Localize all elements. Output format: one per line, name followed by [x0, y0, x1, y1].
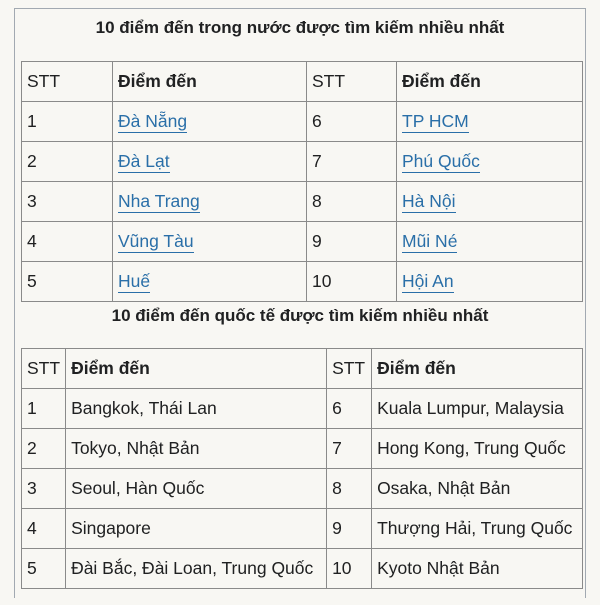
- stt-cell: 8: [327, 469, 372, 509]
- destination-link[interactable]: Mũi Né: [402, 231, 458, 251]
- stt-cell: 7: [307, 142, 397, 182]
- destination-cell: [113, 262, 307, 302]
- destination-link[interactable]: Vũng Tàu: [118, 231, 194, 251]
- destination-cell: Đài Bắc, Đài Loan, Trung Quốc: [66, 549, 327, 589]
- header-stt: STT: [22, 62, 113, 102]
- stt-cell: 4: [22, 222, 113, 262]
- destination-cell: Bangkok, Thái Lan: [66, 389, 327, 429]
- destination-cell: [397, 262, 583, 302]
- header-destination: Điểm đến: [372, 349, 583, 389]
- table-header: [22, 349, 583, 389]
- destination-cell: Tokyo, Nhật Bản: [66, 429, 327, 469]
- destination-cell: [113, 102, 307, 142]
- stt-cell: 6: [327, 389, 372, 429]
- destination-cell: [397, 222, 583, 262]
- stt-cell: 4: [22, 509, 66, 549]
- stt-cell: 5: [22, 262, 113, 302]
- stt-cell: 6: [307, 102, 397, 142]
- destination-cell: Hong Kong, Trung Quốc: [372, 429, 583, 469]
- destination-cell: Kuala Lumpur, Malaysia: [372, 389, 583, 429]
- destination-cell: Kyoto Nhật Bản: [372, 549, 583, 589]
- header-destination: Điểm đến: [397, 62, 583, 102]
- destination-cell: Osaka, Nhật Bản: [372, 469, 583, 509]
- destination-link[interactable]: Đà Lạt: [118, 151, 170, 171]
- table-row: [22, 102, 583, 142]
- table-row: [22, 429, 583, 469]
- table-header: [22, 62, 583, 102]
- domestic-table: [21, 61, 583, 302]
- header-stt: STT: [307, 62, 397, 102]
- stt-cell: 3: [22, 469, 66, 509]
- stt-cell: 2: [22, 142, 113, 182]
- destination-cell: [113, 182, 307, 222]
- stt-cell: 9: [327, 509, 372, 549]
- stt-cell: 2: [22, 429, 66, 469]
- destination-link[interactable]: Huế: [118, 271, 151, 291]
- stt-cell: 3: [22, 182, 113, 222]
- table-row: [22, 469, 583, 509]
- stt-cell: 7: [327, 429, 372, 469]
- destination-cell: Thượng Hải, Trung Quốc: [372, 509, 583, 549]
- destination-cell: [397, 142, 583, 182]
- stt-cell: 5: [22, 549, 66, 589]
- table-row: [22, 549, 583, 589]
- destination-cell: [397, 182, 583, 222]
- table-row: [22, 142, 583, 182]
- international-title: 10 điểm đến quốc tế được tìm kiếm nhiều nhất: [111, 306, 489, 325]
- destination-cell: [113, 222, 307, 262]
- domestic-title: 10 điểm đến trong nước được tìm kiếm nhiều nhất: [95, 18, 505, 37]
- stt-cell: 9: [307, 222, 397, 262]
- header-destination: Điểm đến: [113, 62, 307, 102]
- table-row: [22, 389, 583, 429]
- header-stt: STT: [22, 349, 66, 389]
- header-destination: Điểm đến: [66, 349, 327, 389]
- stt-cell: 1: [22, 389, 66, 429]
- table-row: [22, 509, 583, 549]
- destination-link[interactable]: TP HCM: [402, 111, 469, 131]
- destination-link[interactable]: Đà Nẵng: [118, 111, 188, 131]
- stt-cell: 10: [327, 549, 372, 589]
- stt-cell: 1: [22, 102, 113, 142]
- stt-cell: 8: [307, 182, 397, 222]
- destination-link[interactable]: Hà Nội: [402, 191, 456, 211]
- destination-cell: Singapore: [66, 509, 327, 549]
- international-table: [21, 348, 583, 589]
- destination-cell: Seoul, Hàn Quốc: [66, 469, 327, 509]
- destination-link[interactable]: Nha Trang: [118, 191, 200, 211]
- destination-cell: [397, 102, 583, 142]
- destination-cell: [113, 142, 307, 182]
- table-row: [22, 262, 583, 302]
- table-row: [22, 182, 583, 222]
- destination-link[interactable]: Phú Quốc: [402, 151, 480, 171]
- stt-cell: 10: [307, 262, 397, 302]
- destination-link[interactable]: Hội An: [402, 271, 454, 291]
- header-stt: STT: [327, 349, 372, 389]
- table-row: [22, 222, 583, 262]
